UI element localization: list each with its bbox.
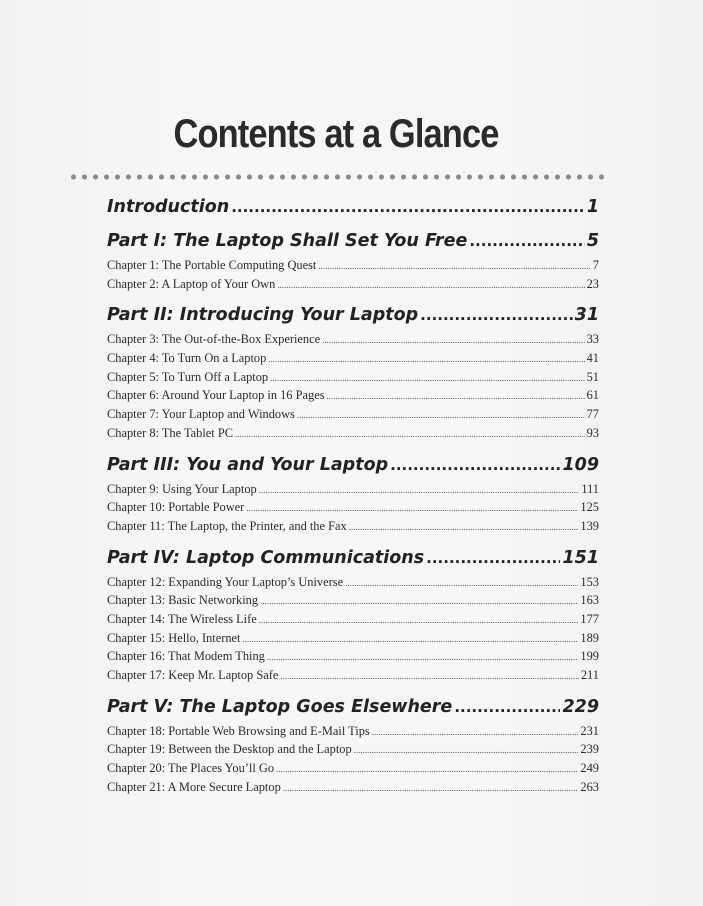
entry-title: Chapter 3: The Out-of-the-Box Experience: [107, 332, 321, 347]
entry-title: Chapter 20: The Places You’ll Go: [107, 761, 275, 776]
entry-title: Chapter 21: A More Secure Laptop: [107, 779, 281, 794]
entry-title: Part IV: Laptop Communications: [107, 547, 425, 568]
entry-title: Part V: The Laptop Goes Elsewhere: [107, 696, 453, 717]
dot-leader: [372, 722, 579, 742]
page-number: 249: [580, 761, 599, 776]
entry-title: Chapter 11: The Laptop, the Printer, and the Fax: [107, 518, 347, 533]
entry-title: Chapter 15: Hello, Internet: [107, 630, 241, 645]
page-number: 177: [580, 611, 599, 626]
page-number: 211: [580, 668, 599, 682]
toc-chapter-entry: [107, 349, 599, 368]
entry-title: Chapter 17: Keep Mr. Laptop Safe: [107, 668, 279, 682]
toc-chapter-entry: [107, 405, 599, 424]
toc-chapter-entry: [107, 647, 599, 666]
toc-chapter-entry: [107, 740, 599, 759]
page-number: 231: [580, 723, 599, 738]
entry-title: Part II: Introducing Your Laptop: [107, 305, 419, 326]
toc-chapter-entry: [107, 424, 599, 443]
dot-leader: [267, 647, 579, 667]
page-number: 77: [586, 407, 599, 422]
page-number: 1: [586, 197, 599, 217]
entry-title: Chapter 2: A Laptop of Your Own: [107, 276, 276, 291]
dot-leader: [270, 368, 584, 388]
dot-leader: [426, 546, 560, 570]
toc-chapter-entry: [107, 368, 599, 387]
toc-chapter-entry: [107, 517, 599, 536]
entry-title: Chapter 16: That Modem Thing: [107, 649, 265, 664]
dot-leader: [276, 759, 578, 779]
entry-title: Chapter 7: Your Laptop and Windows: [107, 407, 295, 422]
page-number: 7: [592, 258, 599, 272]
page-number: 41: [586, 351, 599, 366]
dot-leader: [235, 424, 585, 444]
toc-chapter-entry: [107, 573, 599, 592]
dot-leader: [259, 610, 579, 630]
page-number: 51: [586, 369, 599, 384]
toc-chapter-entry: [107, 330, 599, 349]
toc-chapter-entry: [107, 666, 599, 685]
toc-chapter-entry: [107, 759, 599, 778]
dot-leader: [283, 778, 579, 798]
page-number: 109: [562, 454, 599, 475]
toc-chapter-entry: [107, 275, 599, 294]
dot-leader: [259, 480, 580, 500]
dot-leader: [349, 517, 579, 537]
page-number: 189: [580, 630, 599, 645]
page-number: 229: [562, 696, 599, 717]
dot-leader: [243, 629, 579, 649]
entry-title: Chapter 4: To Turn On a Laptop: [107, 351, 267, 366]
page-number: 139: [580, 518, 599, 533]
page-number: 199: [580, 649, 599, 664]
toc-chapter-entry: [107, 480, 599, 499]
dot-leader: [469, 229, 584, 253]
entry-title: Chapter 8: The Tablet PC: [107, 425, 234, 440]
page-number: 153: [580, 574, 599, 589]
dot-leader: [390, 453, 560, 477]
toc-chapter-entry: [107, 778, 599, 797]
entry-title: Chapter 5: To Turn Off a Laptop: [107, 369, 269, 384]
entry-title: Chapter 10: Portable Power: [107, 500, 245, 515]
entry-title: Introduction: [107, 197, 230, 217]
toc-chapter-entry: [107, 386, 599, 405]
toc-chapter-entry: [107, 722, 599, 741]
toc-part-entry: [107, 195, 599, 219]
entry-title: Chapter 6: Around Your Laptop in 16 Pages: [107, 388, 325, 403]
dot-leader: [280, 666, 579, 686]
entry-title: Part I: The Laptop Shall Set You Free: [107, 231, 468, 251]
page-number: 31: [574, 305, 599, 326]
page-number: 263: [580, 779, 599, 794]
entry-title: Chapter 13: Basic Networking: [107, 593, 259, 608]
dot-leader: [260, 591, 578, 611]
page-title: Contents at a Glance: [173, 112, 499, 156]
toc-part-entry: [107, 303, 599, 327]
dot-leader: [277, 275, 584, 295]
dot-leader: [327, 386, 585, 406]
page-number: 239: [580, 742, 599, 757]
page-number: 33: [586, 332, 599, 347]
dot-leader: [454, 695, 560, 719]
dot-leader: [297, 405, 585, 425]
page-number: 23: [586, 276, 599, 291]
table-of-contents: [107, 195, 599, 796]
dot-leader: [354, 740, 579, 760]
dot-leader: [322, 330, 585, 350]
toc-part-entry: [107, 546, 599, 570]
page-number: 93: [586, 425, 599, 440]
page-number: 151: [562, 547, 599, 568]
toc-chapter-entry: [107, 591, 599, 610]
dot-leader: [345, 573, 578, 593]
toc-part-entry: [107, 229, 599, 253]
page-number: 163: [580, 593, 599, 608]
page-number: 5: [586, 231, 599, 251]
toc-chapter-entry: [107, 256, 599, 275]
page-number: 61: [586, 388, 599, 403]
toc-part-entry: [107, 695, 599, 719]
dot-leader: [318, 256, 590, 276]
page-number: 111: [581, 481, 599, 496]
page-number: 125: [580, 500, 599, 515]
entry-title: Chapter 18: Portable Web Browsing and E-Mail Tips: [107, 723, 370, 738]
dot-leader: [246, 498, 578, 518]
dot-leader: [268, 349, 584, 369]
entry-title: Chapter 12: Expanding Your Laptop’s Universe: [107, 574, 344, 589]
entry-title: Chapter 19: Between the Desktop and the Laptop: [107, 742, 352, 757]
entry-title: Chapter 1: The Portable Computing Quest: [107, 258, 317, 272]
entry-title: Chapter 9: Using Your Laptop: [107, 481, 257, 496]
toc-chapter-entry: [107, 498, 599, 517]
entry-title: Part III: You and Your Laptop: [107, 454, 389, 475]
dot-leader: [420, 303, 572, 327]
dotted-divider: [68, 172, 608, 182]
toc-chapter-entry: [107, 610, 599, 629]
toc-chapter-entry: [107, 629, 599, 648]
toc-part-entry: [107, 453, 599, 477]
dot-leader: [231, 195, 585, 219]
entry-title: Chapter 14: The Wireless Life: [107, 611, 257, 626]
